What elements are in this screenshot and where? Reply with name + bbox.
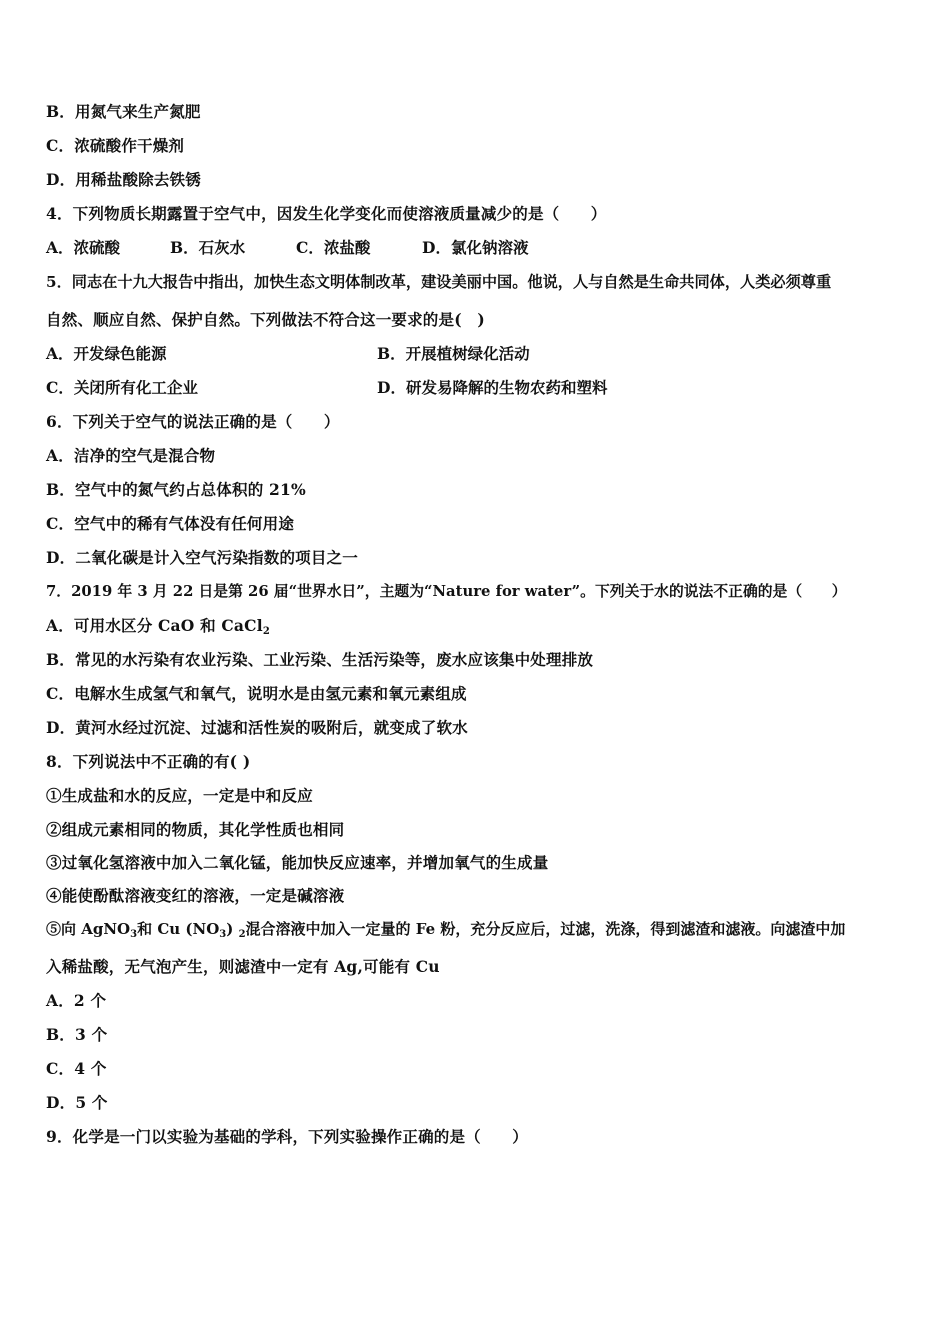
q3-option-b: B．用氮气来生产氮肥 — [46, 102, 201, 121]
q5-stem-line1: 5．同志在十九大报告中指出，加快生态文明体制改革，建设美丽中国。他说，人与自然是生命共同体，人类必须尊重 — [46, 273, 832, 291]
q8-option-b: B．3 个 — [46, 1025, 108, 1044]
q6-option-b: B．空气中的氮气约占总体积的 21% — [46, 480, 306, 499]
q5-option-c: C．关闭所有化工企业 — [46, 378, 198, 397]
q9-stem: 9．化学是一门以实验为基础的学科，下列实验操作正确的是（ ） — [46, 1127, 528, 1146]
q5-option-d: D．研发易降解的生物农药和塑料 — [377, 378, 608, 397]
q8-s5-sub-3: 2 — [238, 929, 246, 940]
q8-option-a: A．2 个 — [46, 991, 107, 1010]
q8-s5-part-d: 混合溶液中加入一定量的 Fe 粉，充分反应后，过滤，洗涤，得到滤渣和滤液。向滤渣中加 — [245, 920, 846, 938]
q7-option-a-subscript: 2 — [262, 626, 270, 637]
q8-s5-sub-2: 3 — [219, 929, 227, 940]
q7-option-a — [46, 616, 270, 636]
q7-option-c: C．电解水生成氢气和氧气，说明水是由氢元素和氧元素组成 — [46, 684, 467, 703]
q4-option-d: D．氯化钠溶液 — [422, 238, 529, 257]
q8-statement-3: ③过氧化氢溶液中加入二氧化锰，能加快反应速率，并增加氧气的生成量 — [46, 853, 549, 872]
q3-option-d: D．用稀盐酸除去铁锈 — [46, 170, 201, 189]
q7-option-a-text: A．可用水区分 CaO 和 CaCl — [46, 616, 263, 635]
q8-statement-1: ①生成盐和水的反应，一定是中和反应 — [46, 786, 313, 805]
q5-option-b: B．开展植树绿化活动 — [377, 344, 530, 363]
q8-s5-part-b: 和 Cu (NO — [137, 920, 220, 938]
q8-s5-part-c: ) — [226, 920, 239, 938]
q6-option-c: C．空气中的稀有气体没有任何用途 — [46, 514, 295, 533]
q4-stem: 4．下列物质长期露置于空气中，因发生化学变化而使溶液质量减少的是（ ） — [46, 204, 607, 223]
q4-option-c: C．浓盐酸 — [296, 238, 371, 257]
q6-option-a: A．洁净的空气是混合物 — [46, 446, 216, 465]
q7-option-b: B．常见的水污染有农业污染、工业污染、生活污染等，废水应该集中处理排放 — [46, 650, 594, 669]
q3-option-c: C．浓硫酸作干燥剂 — [46, 136, 185, 155]
q8-statement-5-line2: 入稀盐酸，无气泡产生，则滤渣中一定有 Ag,可能有 Cu — [46, 957, 440, 976]
q7-stem: 7．2019 年 3 月 22 日是第 26 届“世界水日”，主题为“Nature for water”。下列关于水的说法不正确的是（ ） — [46, 583, 847, 600]
q8-statement-5-line1 — [46, 919, 845, 939]
q8-s5-sub-1: 3 — [130, 929, 138, 940]
q8-option-c: C．4 个 — [46, 1059, 107, 1078]
q8-statement-4: ④能使酚酞溶液变红的溶液，一定是碱溶液 — [46, 886, 345, 905]
q4-option-b: B．石灰水 — [170, 238, 246, 257]
q8-stem: 8．下列说法中不正确的有( ) — [46, 752, 251, 771]
q4-option-a: A．浓硫酸 — [46, 238, 121, 257]
q8-option-d: D．5 个 — [46, 1093, 108, 1112]
q6-option-d: D．二氧化碳是计入空气污染指数的项目之一 — [46, 548, 358, 567]
q5-stem-line2: 自然、顺应自然、保护自然。下列做法不符合这一要求的是( ) — [46, 310, 485, 329]
q6-stem: 6．下列关于空气的说法正确的是（ ） — [46, 412, 340, 431]
q5-option-a: A．开发绿色能源 — [46, 344, 167, 363]
q8-s5-part-a: ⑤向 AgNO — [46, 920, 131, 938]
q8-statement-2: ②组成元素相同的物质，其化学性质也相同 — [46, 820, 345, 839]
q7-option-d: D．黄河水经过沉淀、过滤和活性炭的吸附后，就变成了软水 — [46, 718, 468, 737]
